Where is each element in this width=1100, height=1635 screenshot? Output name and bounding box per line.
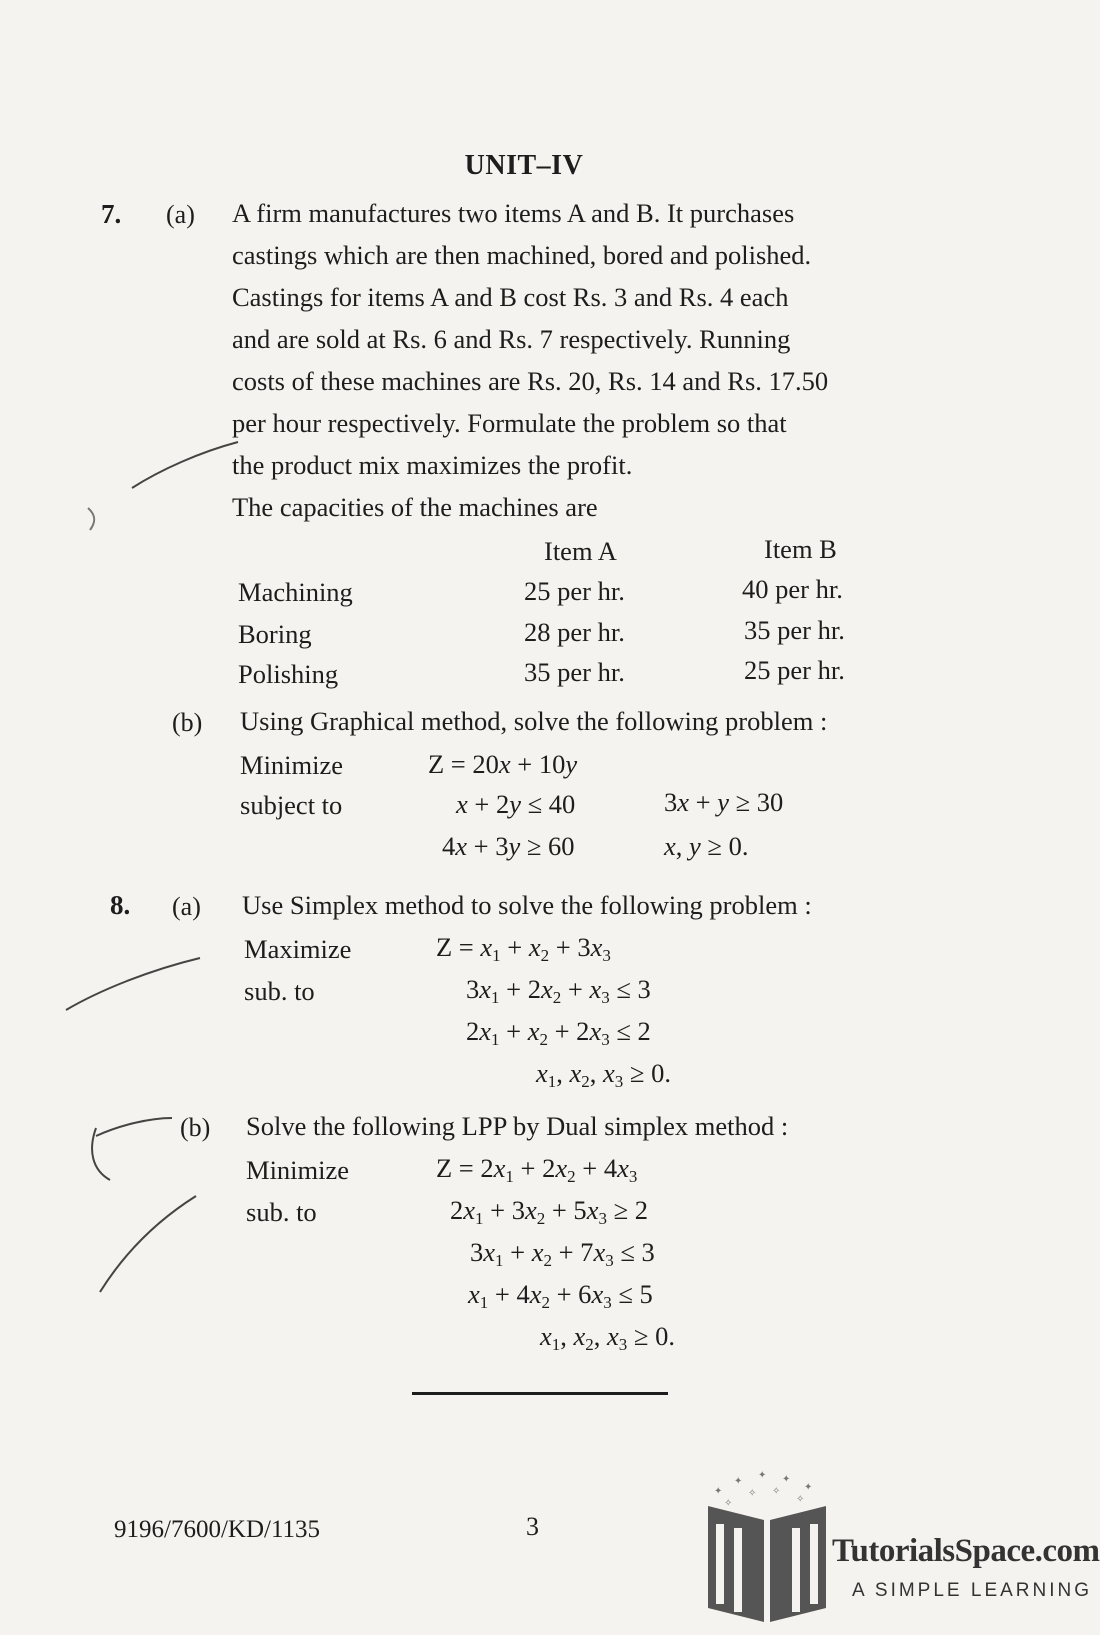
paper-code: 9196/7600/KD/1135: [114, 1516, 321, 1543]
pen-stroke: [132, 442, 238, 488]
text-line: and are sold at Rs. 6 and Rs. 7 respectively. Running: [232, 324, 791, 354]
table-header-item-a: Item A: [544, 536, 617, 566]
question-8b-label: (b): [180, 1113, 211, 1142]
svg-text:✦: ✦: [734, 1476, 743, 1487]
constraint: $x_1 + 4x_2 + 6x_3 \le 5$: [468, 1279, 653, 1312]
pen-stroke: [96, 1118, 172, 1136]
table-header-item-b: Item B: [764, 534, 837, 564]
text-line: Castings for items A and B cost Rs. 3 and Rs. 4 each: [232, 282, 789, 312]
unit-title: UNIT–IV: [464, 150, 584, 181]
pen-stroke: [100, 1196, 196, 1292]
table-cell: 25 per hr.: [524, 576, 625, 606]
constraint: x, y ≥ 0.: [664, 831, 749, 861]
table-row-label: Boring: [238, 619, 312, 649]
text-line: A firm manufactures two items A and B. It purchases: [232, 198, 795, 228]
svg-text:✦: ✦: [804, 1482, 813, 1493]
table-row-label: Polishing: [238, 659, 339, 689]
constraint: x + 2y ≤ 40: [456, 789, 576, 819]
question-7b-text: Using Graphical method, solve the following problem :: [240, 706, 828, 736]
text-line: the product mix maximizes the profit.: [232, 450, 633, 480]
svg-text:✧: ✧: [772, 1486, 781, 1497]
subject-to-label: sub. to: [246, 1197, 317, 1227]
text-line: per hour respectively. Formulate the problem so that: [232, 408, 787, 438]
subject-to-label: subject to: [240, 790, 343, 820]
pen-stroke: [92, 1128, 110, 1180]
question-8b-text: Solve the following LPP by Dual simplex method :: [246, 1111, 789, 1141]
pen-stroke: [66, 958, 200, 1010]
objective-function: Z = 20x + 10y: [428, 749, 578, 779]
text-line: castings which are then machined, bored and polished.: [232, 240, 812, 270]
svg-text:✧: ✧: [724, 1498, 733, 1509]
svg-text:✧: ✧: [796, 1494, 805, 1505]
question-7b-label: (b): [172, 708, 203, 737]
subject-to-label: sub. to: [244, 976, 315, 1006]
table-cell: 35 per hr.: [744, 615, 845, 645]
objective-function: $Z = 2x_1 + 2x_2 + 4x_3$: [436, 1153, 638, 1186]
constraint: 4x + 3y ≥ 60: [442, 831, 575, 861]
question-8-number: 8.: [110, 890, 131, 920]
objective-label: Maximize: [244, 934, 352, 964]
constraint: $2x_1 + x_2 + 2x_3 \le 2$: [466, 1016, 651, 1049]
constraint: $2x_1 + 3x_2 + 5x_3 \ge 2$: [450, 1195, 648, 1228]
question-7a-label: (a): [166, 200, 195, 229]
svg-text:✧: ✧: [748, 1488, 757, 1499]
question-8a-text: Use Simplex method to solve the following problem :: [242, 890, 812, 920]
objective-function: $Z = x_1 + x_2 + 3x_3$: [436, 932, 611, 965]
constraint: $x_1$, $x_2$, $x_3 \ge 0$.: [536, 1058, 671, 1091]
table-cell: 25 per hr.: [744, 655, 845, 685]
watermark-brand: TutorialsSpace.com: [832, 1533, 1100, 1569]
table-row-label: Machining: [238, 577, 353, 607]
svg-text:✦: ✦: [782, 1474, 791, 1485]
svg-text:✦: ✦: [714, 1486, 723, 1497]
text-line: costs of these machines are Rs. 20, Rs. 14 and Rs. 17.50: [232, 366, 829, 396]
table-cell: 28 per hr.: [524, 617, 625, 647]
capacities-intro: The capacities of the machines are: [232, 492, 598, 522]
question-8a-label: (a): [172, 892, 201, 921]
svg-text:✦: ✦: [758, 1470, 767, 1481]
constraint: $x_1$, $x_2$, $x_3 \ge 0$.: [540, 1321, 675, 1354]
watermark-tagline: A SIMPLE LEARNING: [852, 1580, 1093, 1601]
objective-label: Minimize: [240, 750, 344, 780]
constraint: $3x_1 + 2x_2 + x_3 \le 3$: [466, 974, 651, 1007]
question-7-number: 7.: [101, 199, 122, 229]
table-cell: 40 per hr.: [742, 574, 843, 604]
pen-stroke: [88, 508, 94, 530]
objective-label: Minimize: [246, 1155, 350, 1185]
page-number: 3: [526, 1512, 539, 1541]
constraint: $3x_1 + x_2 + 7x_3 \le 3$: [470, 1237, 655, 1270]
constraint: 3x + y ≥ 30: [664, 787, 784, 817]
table-cell: 35 per hr.: [524, 657, 625, 687]
